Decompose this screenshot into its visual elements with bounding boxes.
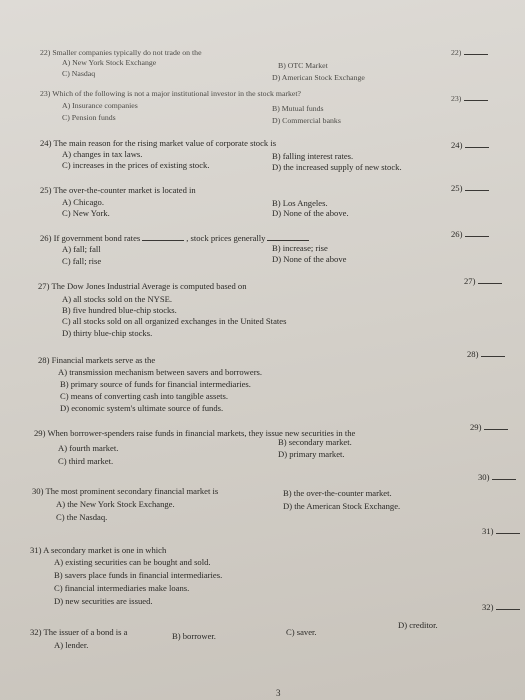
answer-number: 29) <box>470 422 508 432</box>
option-b: B) Los Angeles. <box>272 198 328 208</box>
answer-blank[interactable] <box>464 54 488 55</box>
option-b: B) five hundred blue-chip stocks. <box>62 305 177 315</box>
answer-number: 32) <box>482 602 520 612</box>
question-stem: 25) The over-the-counter market is located in <box>40 185 196 195</box>
option-c: C) saver. <box>286 627 317 637</box>
option-b: B) Mutual funds <box>272 104 324 113</box>
option-d: D) primary market. <box>278 449 345 459</box>
question-stem: 30) The most prominent secondary financial market is <box>32 486 219 496</box>
option-a: A) fall; fall <box>62 244 101 254</box>
option-c: C) Nasdaq <box>62 69 96 78</box>
option-b: B) savers place funds in financial intermediaries. <box>54 570 223 580</box>
option-b: B) borrower. <box>172 631 216 641</box>
answer-number: 23) <box>451 94 488 104</box>
question-stem: 29) When borrower-spenders raise funds in financial markets, they issue new securities in the <box>34 428 356 438</box>
option-c: C) New York. <box>62 208 110 218</box>
option-b: B) increase; rise <box>272 243 328 253</box>
question-stem: 31) A secondary market is one in which <box>30 545 167 555</box>
answer-blank[interactable] <box>464 100 488 101</box>
option-d: D) creditor. <box>398 620 438 630</box>
option-c: C) the Nasdaq. <box>56 512 108 522</box>
inline-blank[interactable] <box>267 240 309 241</box>
option-d: D) economic system's ultimate source of funds. <box>60 403 224 413</box>
option-c: C) third market. <box>58 456 114 466</box>
option-b: B) the over-the-counter market. <box>283 488 392 498</box>
option-d: D) American Stock Exchange <box>272 73 365 82</box>
option-d: D) thirty blue-chip stocks. <box>62 328 153 338</box>
option-a: A) Chicago. <box>62 197 105 207</box>
question-stem: 23) Which of the following is not a major institutional investor in the stock market? <box>40 89 302 98</box>
answer-number: 22) <box>451 48 488 58</box>
option-c: C) Pension funds <box>62 113 116 122</box>
option-d: D) the American Stock Exchange. <box>283 501 401 511</box>
answer-number: 31) <box>482 526 520 536</box>
option-c: C) increases in the prices of existing stock. <box>62 160 210 170</box>
option-b: B) primary source of funds for financial intermediaries. <box>60 379 251 389</box>
answer-number: 30) <box>478 472 516 482</box>
answer-blank[interactable] <box>465 147 489 148</box>
option-c: C) fall; rise <box>62 256 102 266</box>
option-b: B) secondary market. <box>278 437 352 447</box>
option-c: C) all stocks sold on all organized exchanges in the United States <box>62 316 287 326</box>
answer-blank[interactable] <box>465 236 489 237</box>
question-stem: 32) The issuer of a bond is a <box>30 627 128 637</box>
option-d: D) Commercial banks <box>272 116 341 125</box>
question-stem: 24) The main reason for the rising market value of corporate stock is <box>40 138 277 148</box>
answer-number: 28) <box>467 349 505 359</box>
option-d: D) new securities are issued. <box>54 596 153 606</box>
option-b: B) falling interest rates. <box>272 151 354 161</box>
option-a: A) the New York Stock Exchange. <box>56 499 175 509</box>
option-d: D) the increased supply of new stock. <box>272 162 402 172</box>
option-c: C) means of converting cash into tangible assets. <box>60 391 229 401</box>
question-stem: 22) Smaller companies typically do not trade on the <box>40 48 202 57</box>
answer-blank[interactable] <box>496 609 520 610</box>
answer-blank[interactable] <box>492 479 516 480</box>
answer-number: 26) <box>451 229 489 239</box>
answer-blank[interactable] <box>496 533 520 534</box>
option-d: D) None of the above. <box>272 208 349 218</box>
option-a: A) existing securities can be bought and sold. <box>54 557 211 567</box>
option-b: B) OTC Market <box>278 61 328 70</box>
option-a: A) Insurance companies <box>62 101 138 110</box>
option-a: A) lender. <box>54 640 89 650</box>
option-d: D) None of the above <box>272 254 347 264</box>
inline-blank[interactable] <box>142 240 184 241</box>
option-a: A) transmission mechanism between savers and borrowers. <box>58 367 263 377</box>
option-c: C) financial intermediaries make loans. <box>54 583 190 593</box>
question-stem: 27) The Dow Jones Industrial Average is computed based on <box>38 281 247 291</box>
option-a: A) New York Stock Exchange <box>62 58 157 67</box>
option-a: A) fourth market. <box>58 443 119 453</box>
answer-blank[interactable] <box>484 429 508 430</box>
question-stem: 28) Financial markets serve as the <box>38 355 156 365</box>
answer-blank[interactable] <box>481 356 505 357</box>
answer-blank[interactable] <box>478 283 502 284</box>
answer-number: 27) <box>464 276 502 286</box>
page-number: 3 <box>276 688 281 698</box>
answer-number: 25) <box>451 183 489 193</box>
option-a: A) changes in tax laws. <box>62 149 143 159</box>
option-a: A) all stocks sold on the NYSE. <box>62 294 173 304</box>
answer-number: 24) <box>451 140 489 150</box>
answer-blank[interactable] <box>465 190 489 191</box>
question-stem: 26) If government bond rates , stock prices generally <box>40 233 311 243</box>
